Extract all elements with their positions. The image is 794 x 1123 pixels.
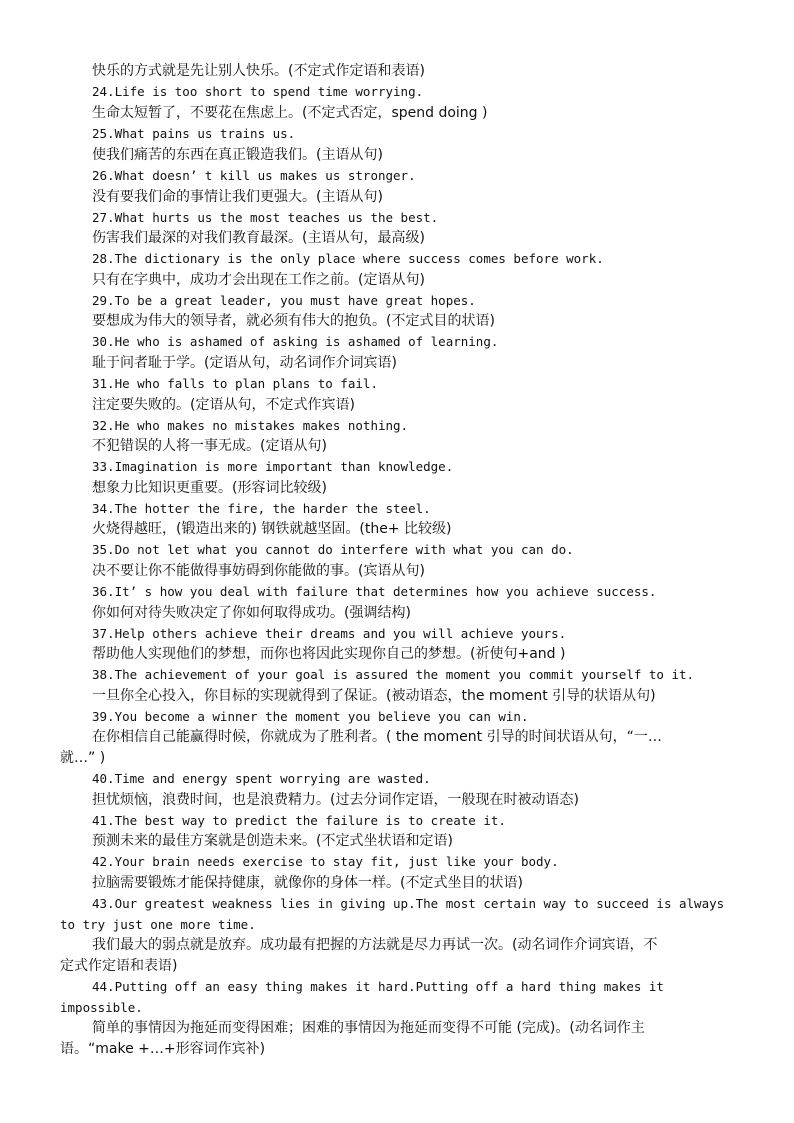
text-line: 35.Do not let what you cannot do interfere with what you can do. [92,542,574,557]
text-line: 37.Help others achieve their dreams and you will achieve yours. [92,626,567,641]
text-line: 帮助他人实现他们的梦想，而你也将因此实现你自己的梦想。(祈使句+and ) [92,646,566,662]
text-line: 27.What hurts us the most teaches us the best. [92,210,439,225]
text-line: 使我们痛苦的东西在真正锻造我们。(主语从句) [92,147,383,163]
text-line: 38.The achievement of your goal is assured the moment you commit yourself to it. [92,667,695,682]
text-line: 拉脑需要锻炼才能保持健康，就像你的身体一样。(不定式坐目的状语) [92,875,523,891]
text-line: 定式作定语和表语) [60,958,178,974]
text-line: 43.Our greatest weakness lies in giving up.The most certain way to succeed is always [92,896,725,911]
text-line: 想象力比知识更重要。(形容词比较级) [92,480,327,496]
text-line: 36.It’ s how you deal with failure that determines how you achieve success. [92,584,657,599]
text-line: 我们最大的弱点就是放弃。成功最有把握的方法就是尽力再试一次。(动名词作介词宾语，不 [92,937,658,953]
text-line: 决不要让你不能做得事妨碍到你能做的事。(宾语从句) [92,563,425,579]
text-line: 32.He who makes no mistakes makes nothing. [92,418,409,433]
text-line: 生命太短暂了，不要花在焦虑上。(不定式否定，spend doing ) [92,105,488,121]
text-line: 41.The best way to predict the failure is to create it. [92,813,506,828]
text-line: 就…” ) [60,750,106,766]
text-line: 担忧烦恼，浪费时间，也是浪费精力。(过去分词作定语，一般现在时被动语态) [92,792,579,808]
text-line: impossible. [60,1000,143,1015]
text-line: 34.The hotter the fire, the harder the steel. [92,501,431,516]
text-line: 耻于问者耻于学。(定语从句，动名词作介词宾语) [92,355,397,371]
text-line: 40.Time and energy spent worrying are wasted. [92,771,431,786]
text-line: 不犯错误的人将一事无成。(定语从句) [92,438,327,454]
text-line: 25.What pains us trains us. [92,126,296,141]
text-line: 24.Life is too short to spend time worrying. [92,84,424,99]
text-line: 39.You become a winner the moment you believe you can win. [92,709,529,724]
text-line: 你如何对待失败决定了你如何取得成功。(强调结构) [92,605,411,621]
text-line: 44.Putting off an easy thing makes it hard.Putting off a hard thing makes it [92,979,664,994]
text-line: 注定要失败的。(定语从句，不定式作宾语) [92,397,355,413]
text-line: 30.He who is ashamed of asking is ashamed of learning. [92,334,499,349]
text-line: 一旦你全心投入，你目标的实现就得到了保证。(被动语态，the moment 引导的状语从句) [92,688,656,704]
text-line: 简单的事情因为拖延而变得困难；困难的事情因为拖延而变得不可能 (完成)。(动名词作主 [92,1020,645,1036]
text-line: 29.To be a great leader, you must have great hopes. [92,293,476,308]
text-line: 要想成为伟大的领导者，就必须有伟大的抱负。(不定式目的状语) [92,313,495,329]
text-line: 伤害我们最深的对我们教育最深。(主语从句，最高级) [92,230,425,246]
text-line: to try just one more time. [60,917,256,932]
text-line: 在你相信自己能赢得时候，你就成为了胜利者。( the moment 引导的时间状语从句，“一… [92,729,662,745]
text-line: 28.The dictionary is the only place where success comes before work. [92,251,604,266]
text-line: 26.What doesn’ t kill us makes us stronger. [92,168,416,183]
text-line: 31.He who falls to plan plans to fail. [92,376,378,391]
text-line: 火烧得越旺，(锻造出来的) 钢铁就越坚固。(the+ 比较级) [92,521,452,537]
text-line: 没有要我们命的事情让我们更强大。(主语从句) [92,189,383,205]
text-line: 语。“make +…+形容词作宾补) [60,1041,266,1057]
text-line: 33.Imagination is more important than knowledge. [92,459,454,474]
text-line: 只有在字典中，成功才会出现在工作之前。(定语从句) [92,272,425,288]
text-line: 预测未来的最佳方案就是创造未来。(不定式坐状语和定语) [92,833,453,849]
text-line: 快乐的方式就是先让别人快乐。(不定式作定语和表语) [92,63,425,79]
text-line: 42.Your brain needs exercise to stay fit, just like your body. [92,854,559,869]
